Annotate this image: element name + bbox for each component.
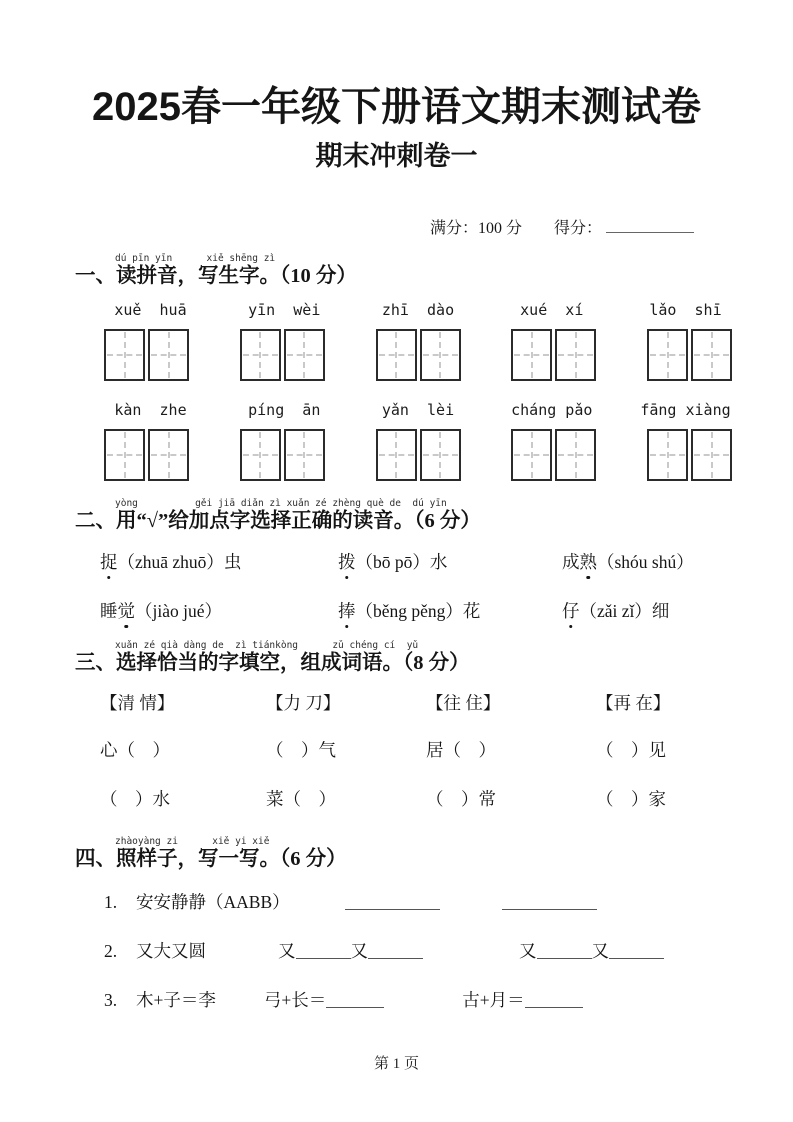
tianzige-group — [647, 429, 732, 481]
tianzige-box — [284, 329, 325, 381]
choice-options: （běng pěng）花 — [355, 601, 481, 622]
repeat-char: 又 — [591, 941, 609, 962]
item-example: 安安静静（AABB） — [136, 892, 290, 913]
item-number: 2. — [104, 941, 118, 962]
tianzige-group — [240, 329, 325, 381]
dotted-char: 捧 — [338, 598, 356, 623]
bracket-pair: 【再 在】 — [596, 692, 671, 713]
choice-item — [338, 598, 562, 623]
tianzige-box — [240, 429, 281, 481]
tianzige-box — [691, 429, 732, 481]
pinyin-word: zhī dào — [381, 300, 455, 319]
score-blank-line — [606, 221, 694, 233]
choice-options: （bō pō）水 — [355, 552, 448, 573]
bracket-pair: 【力 刀】 — [266, 692, 341, 713]
page-subtitle: 期末冲刺卷一 — [315, 141, 478, 171]
tianzige-box — [148, 329, 189, 381]
score-label: 得分： — [554, 220, 603, 237]
tianzige-box — [284, 429, 325, 481]
choice-options: （shóu shú） — [597, 552, 694, 573]
pattern-item-2 — [104, 938, 793, 963]
choice-item — [100, 549, 338, 574]
answer-blank — [609, 944, 664, 960]
section-2-heading: 二、用“√”给加点字选择正确的读音。（6 分） — [75, 509, 481, 532]
section-3-header — [75, 641, 793, 676]
repeat-char: 又 — [519, 941, 537, 962]
tianzige-group — [104, 429, 189, 481]
fill-word: （ ）水 — [100, 788, 170, 809]
answer-blank — [502, 895, 597, 911]
section-3-heading: 三、选择恰当的字填空，组成词语。（8 分） — [75, 652, 470, 675]
bracket-pair: 【清 情】 — [100, 692, 175, 713]
fill-word: 菜（ ） — [266, 788, 336, 809]
choice-options: （zhuā zhuō）虫 — [117, 552, 242, 573]
fill-word: 心（ ） — [100, 739, 170, 760]
tianzige-box — [647, 429, 688, 481]
char-plain: 睡 — [100, 601, 118, 622]
choice-item — [100, 598, 338, 623]
pinyin-row-2 — [104, 401, 732, 419]
formula-b: 古+月＝ — [462, 990, 525, 1011]
pinyin-word: yǎn lèi — [381, 400, 455, 419]
tianzige-box — [148, 429, 189, 481]
fill-word: 居（ ） — [426, 739, 496, 760]
tianzige-box — [691, 329, 732, 381]
pinyin-word: yīn wèi — [248, 300, 321, 319]
fill-word-row-2 — [100, 786, 793, 811]
fill-word: （ ）见 — [596, 739, 666, 760]
tianzige-box — [555, 429, 596, 481]
choice-options: （jiào jué） — [135, 601, 222, 622]
pinyin-word: xué xí — [520, 300, 584, 319]
pinyin-word: píng ān — [248, 400, 321, 419]
tianzige-box — [240, 329, 281, 381]
section-4-heading: 四、照样子，写一写。（6 分） — [75, 847, 347, 870]
tianzige-box — [511, 429, 552, 481]
pinyin-word: kàn zhe — [114, 400, 187, 419]
section-2-header — [75, 499, 793, 534]
pinyin-word: fāng xiàng — [640, 400, 731, 419]
tianzige-box — [420, 429, 461, 481]
tianzige-group — [511, 429, 596, 481]
pronunciation-choice-row-2 — [100, 598, 793, 623]
tianzige-box — [376, 329, 417, 381]
char-plain: 成 — [562, 552, 580, 573]
repeat-char: 又 — [350, 941, 368, 962]
tianzige-box — [104, 429, 145, 481]
writing-grid-row-1 — [104, 329, 732, 381]
section-3-pinyin: xuǎn zé qià dàng de zì tiánkòng zǔ chéng cí yǔ — [115, 640, 419, 652]
formula-a: 弓+长＝ — [263, 990, 327, 1011]
tianzige-box — [555, 329, 596, 381]
page-number: 第 1 页 — [373, 1056, 419, 1072]
item-example: 又大又圆 — [136, 941, 206, 962]
repeat-char: 又 — [278, 941, 296, 962]
pinyin-word: xuě huā — [114, 300, 187, 319]
choice-item — [338, 549, 562, 574]
tianzige-box — [647, 329, 688, 381]
pinyin-word: lǎo shī — [649, 300, 722, 319]
tianzige-box — [104, 329, 145, 381]
item-number: 1. — [104, 892, 118, 913]
answer-blank — [537, 944, 592, 960]
tianzige-group — [647, 329, 732, 381]
score-line — [430, 215, 793, 238]
full-score-label: 满分：100 分 — [430, 220, 523, 237]
fill-word-row-1 — [100, 737, 793, 762]
fill-word: （ ）气 — [266, 739, 336, 760]
tianzige-group — [240, 429, 325, 481]
section-4-header — [75, 837, 793, 872]
tianzige-group — [376, 429, 461, 481]
answer-blank — [326, 993, 384, 1009]
tianzige-box — [376, 429, 417, 481]
item-example: 木+子＝李 — [136, 990, 216, 1011]
writing-grid-row-2 — [104, 429, 732, 481]
tianzige-group — [511, 329, 596, 381]
pronunciation-choice-row-1 — [100, 549, 793, 574]
answer-blank — [525, 993, 583, 1009]
pattern-item-3 — [104, 987, 793, 1012]
dotted-char: 仔 — [562, 598, 580, 623]
tianzige-group — [104, 329, 189, 381]
character-bracket-row — [100, 690, 793, 715]
choice-item — [562, 549, 793, 574]
section-2-pinyin: yòng gěi jiā diǎn zì xuǎn zé zhèng què de dú yīn — [115, 497, 447, 509]
choice-item — [562, 598, 793, 623]
section-1-header — [75, 254, 793, 289]
pattern-item-1 — [104, 889, 793, 914]
section-1-heading: 一、读拼音，写生字。（10 分） — [75, 264, 357, 287]
dotted-char: 捉 — [100, 549, 118, 574]
answer-blank — [296, 944, 351, 960]
answer-blank — [368, 944, 423, 960]
tianzige-box — [420, 329, 461, 381]
fill-word: （ ）常 — [426, 788, 496, 809]
bracket-pair: 【往 住】 — [426, 692, 501, 713]
choice-options: （zǎi zǐ）细 — [579, 601, 670, 622]
tianzige-group — [376, 329, 461, 381]
section-1-pinyin: dú pīn yīn xiě shēng zì — [115, 253, 276, 264]
pinyin-word: cháng pǎo — [511, 400, 593, 419]
item-number: 3. — [104, 990, 118, 1011]
dotted-char: 觉 — [118, 598, 136, 623]
section-4-pinyin: zhàoyàng zi xiě yi xiě — [115, 835, 270, 847]
dotted-char: 拨 — [338, 549, 356, 574]
tianzige-box — [511, 329, 552, 381]
pinyin-row-1 — [104, 301, 732, 319]
answer-blank — [345, 895, 440, 911]
fill-word: （ ）家 — [596, 788, 666, 809]
dotted-char: 熟 — [580, 549, 598, 574]
page-title: 2025春一年级下册语文期末测试卷 — [92, 85, 701, 129]
